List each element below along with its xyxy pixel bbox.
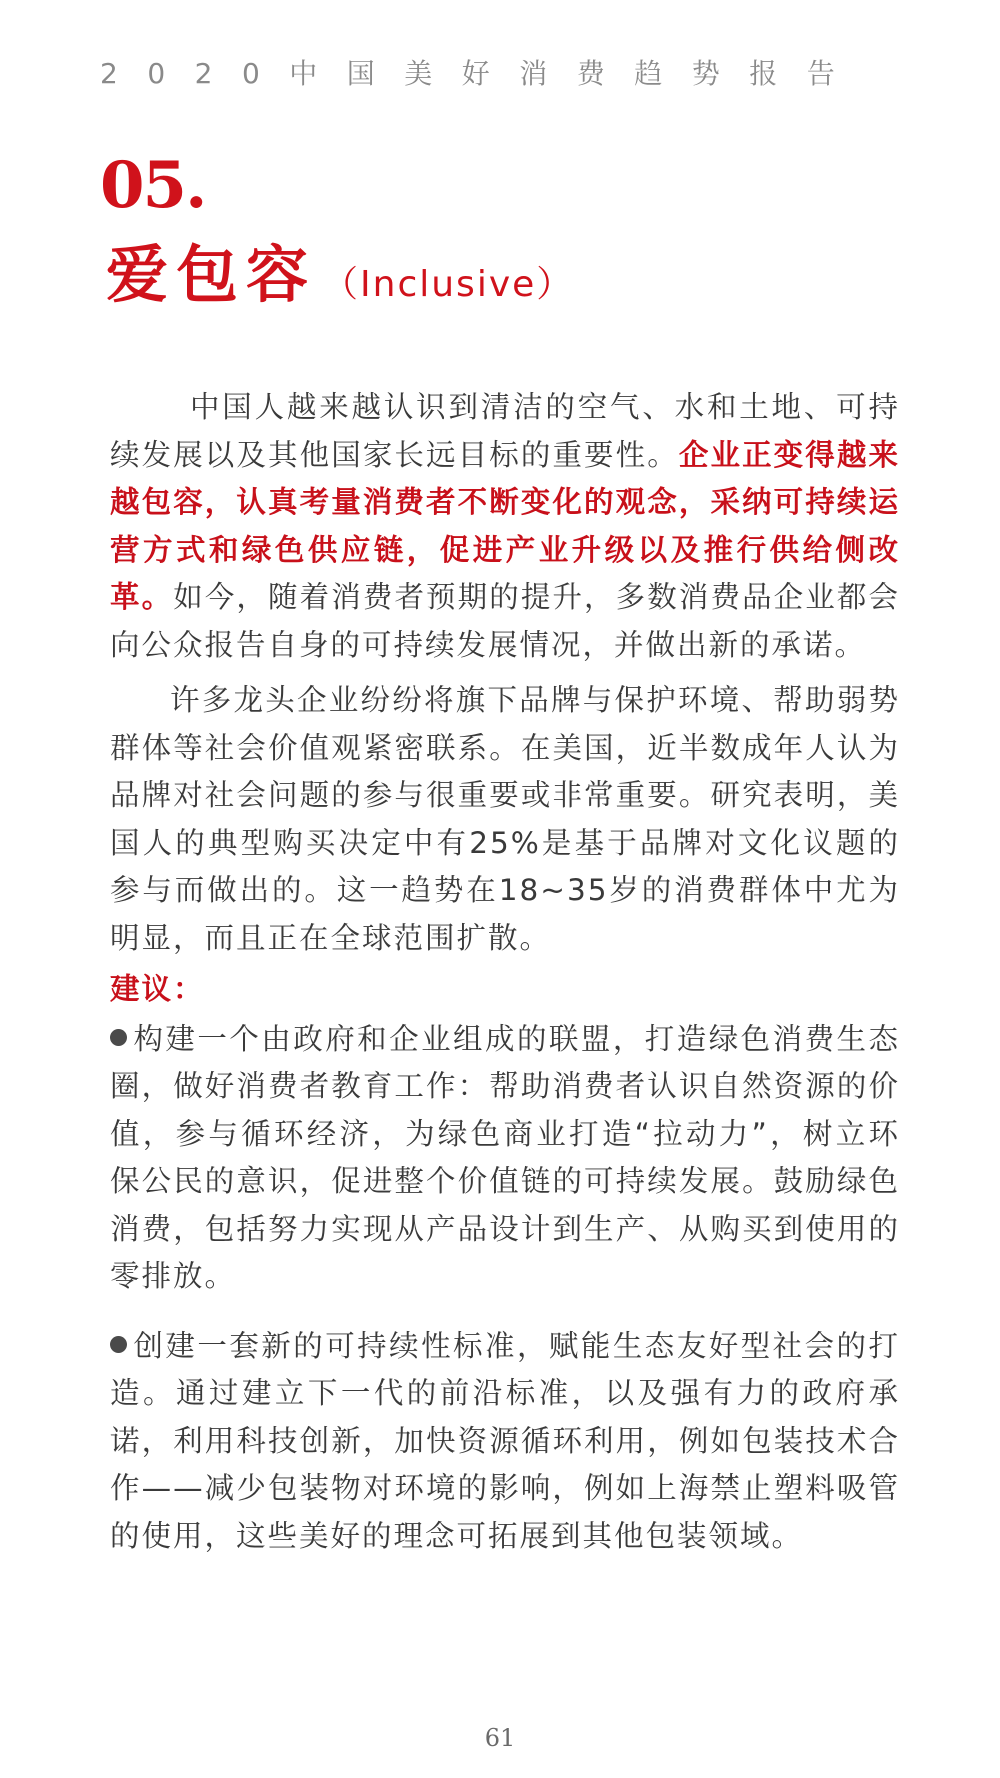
advice-item-2-text: 创建一套新的可持续性标准，赋能生态友好型社会的打造。通过建立下一代的前沿标准，以及强有力的政府承诺，利用科技创新，加快资源循环利用，例如包装技术合作——减少包装物对环境的影响，例如上海禁止塑料吸管的使用，这些美好的理念可拓展到其他包装领域。 xyxy=(110,1328,900,1553)
section-title-zh: 爱包容 xyxy=(106,238,317,311)
paragraph-intro-part2: 如今，随着消费者预期的提升，多数消费品企业都会向公众报告自身的可持续发展情况，并做出新的承诺。 xyxy=(110,580,900,662)
page-number: 61 xyxy=(484,1724,516,1752)
section-title xyxy=(106,225,574,314)
report-header-title: 2020中国美好消费趋势报告 xyxy=(100,57,865,90)
paragraph-brands: 许多龙头企业纷纷将旗下品牌与保护环境、帮助弱势群体等社会价值观紧密联系。在美国，近半数成年人认为品牌对社会问题的参与很重要或非常重要。研究表明，美国人的典型购买决定中有25%是基于品牌对文化议题的参与而做出的。这一趋势在18~35岁的消费群体中尤为明显，而且正在全球范围扩散。 xyxy=(110,683,900,955)
paragraph-intro-part1: 中国人越来越认识到清洁的空气、水和土地、可持续发展以及其他国家长远目标的重要性。 xyxy=(110,390,900,472)
section-title-en: （Inclusive） xyxy=(322,264,575,305)
bullet-dot-icon xyxy=(110,1029,127,1046)
paragraph-intro-highlight: 企业正变得越来越包容，认真考量消费者不断变化的观念，采纳可持续运营方式和绿色供应链，促进产业升级以及推行供给侧改革。 xyxy=(110,437,900,614)
paragraph-intro xyxy=(110,384,900,669)
advice-item-1-text: 构建一个由政府和企业组成的联盟，打造绿色消费生态圈，做好消费者教育工作：帮助消费者认识自然资源的价值，参与循环经济，为绿色商业打造“拉动力”，树立环保公民的意识，促进整个价值链的可持续发展。鼓励绿色消费，包括努力实现从产品设计到生产、从购买到使用的零排放。 xyxy=(110,1021,900,1293)
advice-item-1 xyxy=(110,1016,900,1301)
advice-label: 建议： xyxy=(110,972,205,1006)
article-body xyxy=(110,384,900,1560)
advice-item-2 xyxy=(110,1323,900,1561)
bullet-dot-icon xyxy=(110,1336,127,1353)
section-number: 05. xyxy=(100,148,206,223)
